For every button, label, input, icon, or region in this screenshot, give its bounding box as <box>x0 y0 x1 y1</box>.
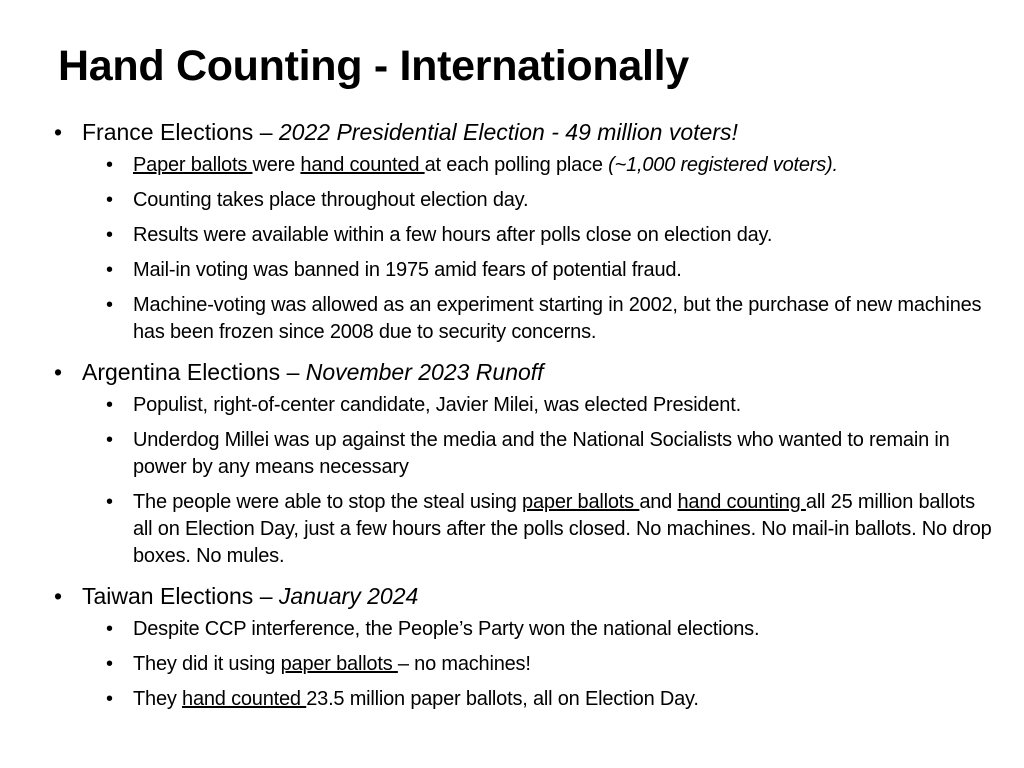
item-text: Results were available within a few hours after polls close on election day. <box>133 224 773 246</box>
heading-dash: – <box>253 583 279 609</box>
bullet-icon: • <box>106 394 113 416</box>
item-text: – no machines! <box>397 653 531 675</box>
item-text: Despite CCP interference, the People’s Party won the national elections. <box>133 618 760 640</box>
underlined-text: paper ballots <box>280 653 398 675</box>
bullet-icon: • <box>54 119 63 145</box>
section-argentina-items <box>54 392 992 570</box>
item-text: were <box>252 154 301 176</box>
bullet-icon: • <box>106 294 113 316</box>
item-text: at each polling place <box>424 154 609 176</box>
heading-text: Argentina Elections <box>82 359 281 385</box>
item-text: They <box>133 688 183 710</box>
bullet-icon: • <box>54 583 63 609</box>
item-text: and <box>639 491 678 513</box>
list-item <box>106 489 993 570</box>
list-item <box>106 392 993 419</box>
heading-text: Taiwan Elections <box>82 583 254 609</box>
section-taiwan-heading <box>54 580 984 612</box>
list-item <box>106 222 993 249</box>
heading-text: France Elections <box>82 119 254 145</box>
list-item <box>106 187 993 214</box>
heading-italic: January 2024 <box>278 583 419 609</box>
item-text: They did it using <box>133 653 281 675</box>
bullet-icon: • <box>106 259 113 281</box>
bullet-icon: • <box>106 618 113 640</box>
bullet-icon: • <box>106 429 113 451</box>
item-text: Populist, right-of-center candidate, Javier Milei, was elected President. <box>133 394 741 416</box>
section-france-heading <box>54 116 984 148</box>
bullet-icon: • <box>106 491 113 513</box>
heading-dash: – <box>280 359 306 385</box>
underlined-text: hand counted <box>300 154 425 176</box>
heading-italic: November 2023 Runoff <box>305 359 544 385</box>
list-item <box>106 257 993 284</box>
bullet-icon: • <box>106 189 113 211</box>
bullet-icon: • <box>106 653 113 675</box>
slide-body <box>54 116 992 723</box>
list-item <box>106 427 993 481</box>
bullet-icon: • <box>106 688 113 710</box>
heading-italic: 2022 Presidential Election - 49 million voters! <box>278 119 738 145</box>
list-item <box>106 686 993 713</box>
item-text: Machine-voting was allowed as an experiment starting in 2002, but the purchase of new machines has been frozen since 2008 due to security concerns. <box>133 294 982 343</box>
item-text: Underdog Millei was up against the media and the National Socialists who wanted to remain in power by any means necessary <box>133 429 950 478</box>
item-text: all 25 million ballots all on Election Day, just a few hours after the polls closed. No machines. No mail-in ballots. No drop boxes. No mules. <box>133 491 992 567</box>
item-text: Mail-in voting was banned in 1975 amid fears of potential fraud. <box>133 259 682 281</box>
slide-title: Hand Counting - Internationally <box>58 42 689 90</box>
bullet-icon: • <box>54 359 63 385</box>
underlined-text: paper ballots <box>522 491 640 513</box>
list-item <box>106 292 993 346</box>
item-text: The people were able to stop the steal using <box>133 491 523 513</box>
list-item <box>106 616 993 643</box>
bullet-icon: • <box>106 224 113 246</box>
item-text: Counting takes place throughout election day. <box>133 189 529 211</box>
heading-dash: – <box>253 119 279 145</box>
item-text: 23.5 million paper ballots, all on Election Day. <box>306 688 699 710</box>
underlined-text: hand counted <box>182 688 307 710</box>
section-taiwan-items <box>54 616 984 713</box>
bullet-icon: • <box>106 154 113 176</box>
list-item <box>106 152 993 179</box>
section-france-items <box>54 152 984 346</box>
italic-text: (~1,000 registered voters). <box>608 154 838 176</box>
section-argentina-heading <box>54 356 984 388</box>
underlined-text: hand counting <box>677 491 806 513</box>
underlined-text: Paper ballots <box>133 154 253 176</box>
list-item <box>106 651 993 678</box>
